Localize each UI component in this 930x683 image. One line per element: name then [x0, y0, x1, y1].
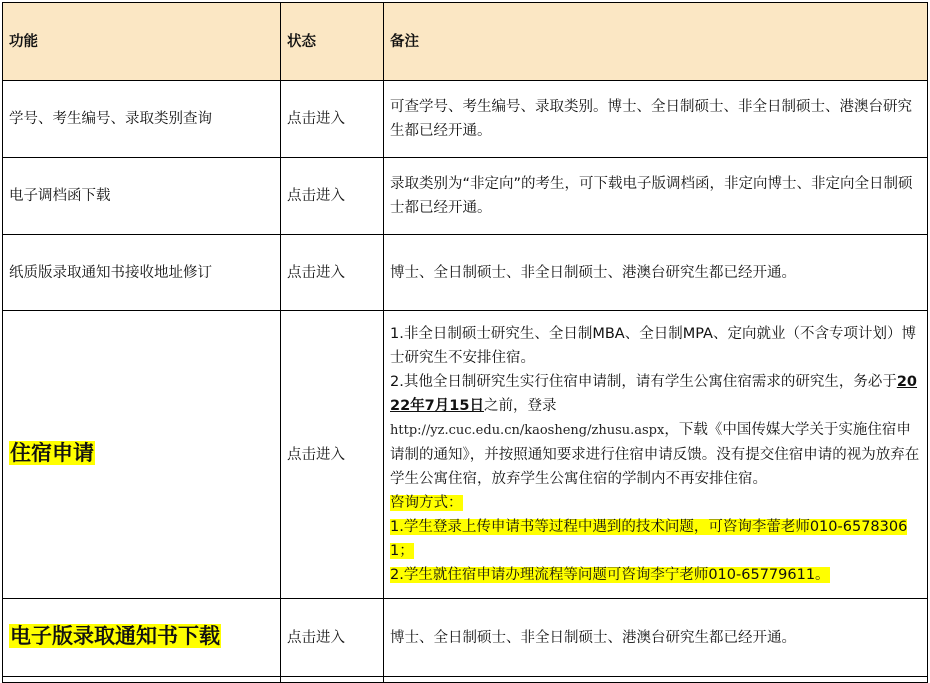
consult-title: 咨询方式： [390, 495, 463, 511]
header-status: 状态 [281, 3, 384, 81]
enter-link[interactable]: 点击进入 [281, 311, 384, 599]
enter-link[interactable]: 点击进入 [281, 158, 384, 235]
cut-off-row [3, 677, 928, 683]
function-cell: 电子调档函下载 [3, 158, 281, 235]
consult-item-1: 1.学生登录上传申请书等过程中遇到的技术问题，可咨询李蕾老师010-65783061； [390, 519, 908, 559]
housing-title: 住宿申请 [10, 441, 94, 465]
housing-note-2-rest: ，下载《中国传媒大学关于实施住宿申请制的通知》，并按照通知要求进行住宿申请反馈。没有提交住宿申请的视为放弃在学生公寓住宿，放弃学生公寓住宿的学制内不再安排住宿。 [390, 422, 920, 487]
table-row [3, 81, 928, 158]
function-cell [3, 311, 281, 599]
header-function: 功能 [3, 3, 281, 81]
header-note: 备注 [384, 3, 928, 81]
cut-off-cell [384, 677, 928, 683]
table-row [3, 158, 928, 235]
note-cell: 录取类别为“非定向”的考生，可下载电子版调档函，非定向博士、非定向全日制硕士都已经开通。 [384, 158, 928, 235]
cut-off-cell [281, 677, 384, 683]
consult-item-2: 2.学生就住宿申请办理流程等问题可咨询李宁老师010-65779611。 [390, 567, 830, 583]
admission-letter-title: 电子版录取通知书下载 [10, 624, 220, 648]
deadline-date: 2022年7月15日 [390, 374, 918, 414]
table-row [3, 599, 928, 677]
housing-note-2-after: 之前，登录 [483, 398, 557, 414]
function-cell: 学号、考生编号、录取类别查询 [3, 81, 281, 158]
table-row [3, 311, 928, 599]
housing-url-link[interactable]: http://yz.cuc.edu.cn/kaosheng/zhusu.aspx [390, 423, 665, 438]
note-cell: 博士、全日制硕士、非全日制硕士、港澳台研究生都已经开通。 [384, 235, 928, 311]
function-cell: 纸质版录取通知书接收地址修订 [3, 235, 281, 311]
table-row [3, 235, 928, 311]
housing-note-1: 1.非全日制硕士研究生、全日制MBA、全日制MPA、定向就业（不含专项计划）博士研究生不安排住宿。 [390, 326, 916, 366]
enter-link[interactable]: 点击进入 [281, 81, 384, 158]
cut-off-cell [3, 677, 281, 683]
admission-services-table [2, 2, 928, 683]
housing-note-2-text: 2.其他全日制研究生实行住宿申请制，请有学生公寓住宿需求的研究生，务必于 [390, 374, 897, 390]
housing-note-2 [390, 370, 921, 491]
enter-link[interactable]: 点击进入 [281, 235, 384, 311]
note-cell: 可查学号、考生编号、录取类别。博士、全日制硕士、非全日制硕士、港澳台研究生都已经开通。 [384, 81, 928, 158]
enter-link[interactable]: 点击进入 [281, 599, 384, 677]
note-cell [384, 311, 928, 599]
header-row [3, 3, 928, 81]
note-cell: 博士、全日制硕士、非全日制硕士、港澳台研究生都已经开通。 [384, 599, 928, 677]
function-cell [3, 599, 281, 677]
